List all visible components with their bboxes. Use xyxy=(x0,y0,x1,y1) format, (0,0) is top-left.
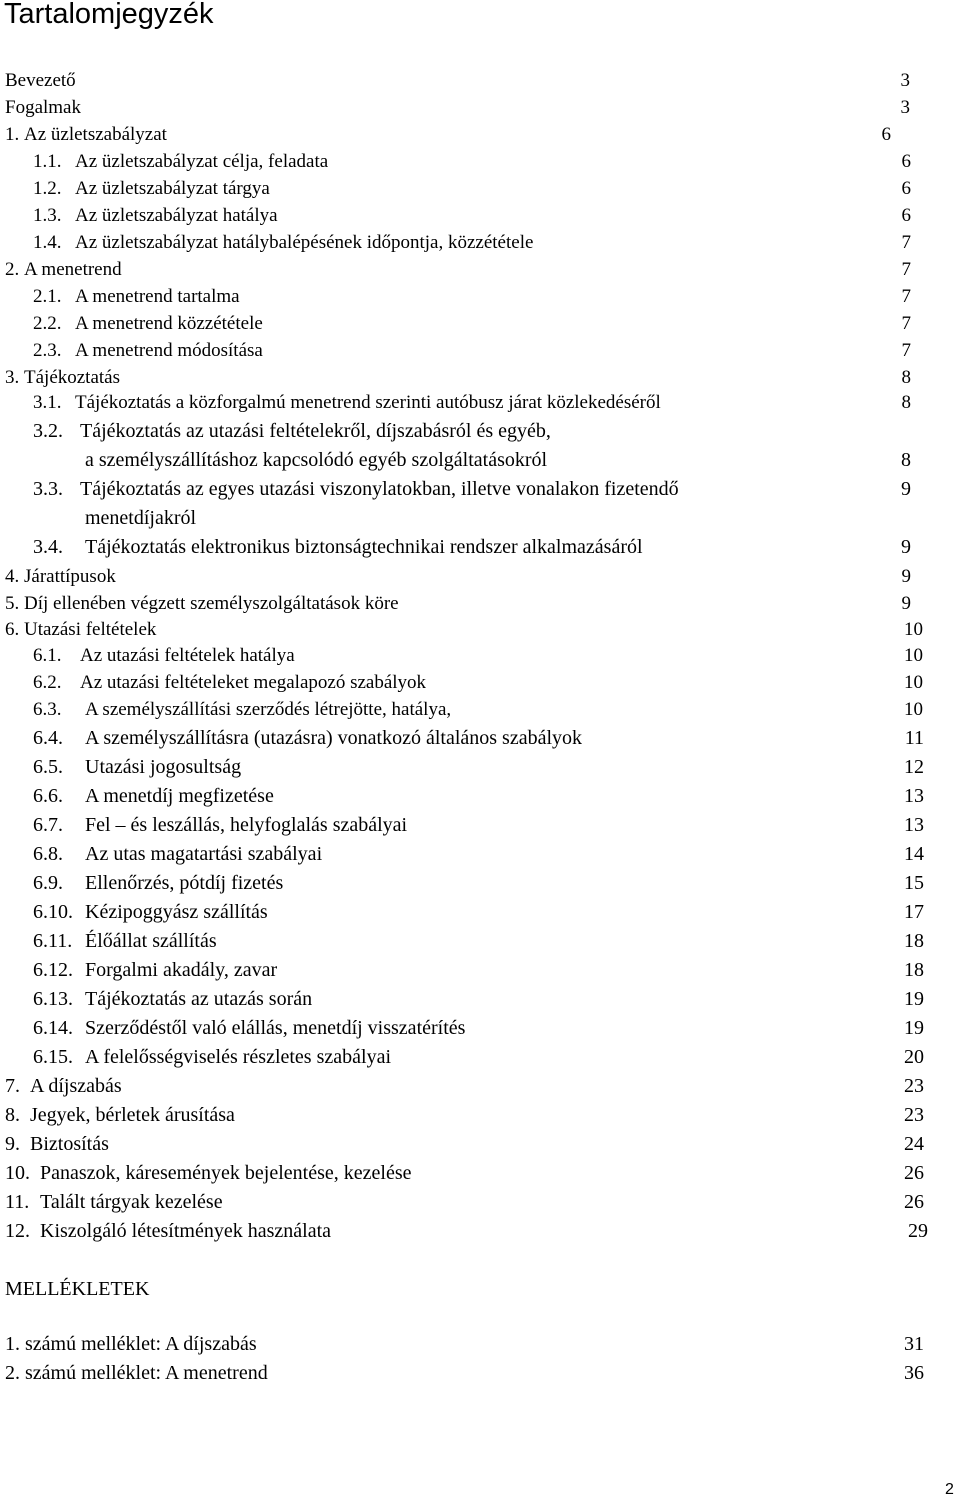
toc-entry[interactable] xyxy=(0,202,960,230)
toc-entry-title: Talált tárgyak kezelése xyxy=(40,1191,223,1213)
toc-entry-page: 26 xyxy=(904,1191,924,1213)
toc-entry-number: 1.2. xyxy=(33,178,62,199)
toc-entry-title: Kézipoggyász szállítás xyxy=(85,901,268,923)
toc-entry-title: Utazási jogosultság xyxy=(85,756,242,778)
toc-entry-page: 9 xyxy=(901,536,911,558)
toc-entry-number: 6.4. xyxy=(33,727,63,749)
toc-entry-page: 18 xyxy=(904,930,924,952)
toc-entry-page: 8 xyxy=(901,449,911,471)
toc-entry-page: 9 xyxy=(901,478,911,500)
toc-entry-number: 10. xyxy=(5,1162,30,1184)
toc-entry-title: Tájékoztatás xyxy=(24,367,121,388)
toc-entry-title: Fogalmak xyxy=(5,97,81,118)
toc-entry-number: 3.4. xyxy=(33,536,63,558)
toc-entry[interactable] xyxy=(0,283,960,311)
toc-entry-title: A menetdíj megfizetése xyxy=(85,785,274,807)
toc-entry-page: 8 xyxy=(901,392,911,413)
toc-entry-number: 1.1. xyxy=(33,151,62,172)
toc-entry-page: 6 xyxy=(881,124,891,145)
toc-entry[interactable] xyxy=(0,121,960,149)
toc-entry-title: A személyszállítási szerződés létrejötte, hatálya, xyxy=(85,699,452,720)
annex-entry-title: 2. számú melléklet: A menetrend xyxy=(5,1362,268,1384)
toc-entry-page: 20 xyxy=(904,1046,924,1068)
toc-entry[interactable] xyxy=(0,1014,960,1042)
toc-entry-page: 6 xyxy=(901,205,911,226)
toc-entry-page: 10 xyxy=(904,645,923,666)
toc-entry-title: Panaszok, káresemények bejelentése, kezelése xyxy=(40,1162,412,1184)
toc-entry-page: 23 xyxy=(904,1104,924,1126)
toc-entry-number: 3. xyxy=(5,367,20,388)
annex-entry[interactable] xyxy=(0,1330,960,1358)
toc-entry[interactable] xyxy=(0,1101,960,1129)
toc-entry-page: 14 xyxy=(904,843,924,865)
toc-entry[interactable] xyxy=(0,898,960,926)
toc-entry-title: Forgalmi akadály, zavar xyxy=(85,959,278,981)
toc-entry[interactable] xyxy=(0,175,960,203)
toc-entry-title: A felelősségviselés részletes szabályai xyxy=(85,1046,391,1068)
toc-entry-page: 9 xyxy=(901,593,911,614)
toc-entry-title: A menetrend tartalma xyxy=(75,286,240,307)
toc-entry[interactable] xyxy=(0,840,960,868)
toc-entry[interactable] xyxy=(0,67,960,95)
toc-entry[interactable] xyxy=(0,504,960,532)
toc-entry[interactable] xyxy=(0,590,960,618)
toc-entry-number: 1. xyxy=(5,124,20,145)
toc-entry-title: Bevezető xyxy=(5,70,76,91)
toc-entry-number: 6.10. xyxy=(33,901,73,923)
toc-entry-title: Díj ellenében végzett személyszolgáltatások köre xyxy=(24,593,399,614)
toc-entry-title: Járattípusok xyxy=(24,566,116,587)
toc-entry-title: A menetrend közzététele xyxy=(75,313,263,334)
toc-entry-number: 6.8. xyxy=(33,843,63,865)
toc-entry-number: 6.2. xyxy=(33,672,62,693)
toc-entry-number: 6.3. xyxy=(33,699,62,720)
toc-entry[interactable] xyxy=(0,869,960,897)
toc-entry-title: Az utazási feltételek hatálya xyxy=(80,645,295,666)
toc-entry-page: 24 xyxy=(904,1133,924,1155)
toc-entry[interactable] xyxy=(0,364,960,392)
toc-entry-number: 6.13. xyxy=(33,988,73,1010)
toc-entry[interactable] xyxy=(0,1159,960,1187)
toc-entry[interactable] xyxy=(0,1072,960,1100)
toc-entry[interactable] xyxy=(0,337,960,365)
toc-entry-title: A menetrend xyxy=(24,259,122,280)
toc-entry-number: 2.1. xyxy=(33,286,62,307)
toc-entry-title: Élőállat szállítás xyxy=(85,930,217,952)
annex-entry[interactable] xyxy=(0,1359,960,1387)
toc-entry-title: Az üzletszabályzat célja, feladata xyxy=(75,151,329,172)
toc-entry-title: Az üzletszabályzat tárgya xyxy=(75,178,270,199)
toc-entry-page: 7 xyxy=(901,286,911,307)
toc-entry[interactable] xyxy=(0,782,960,810)
toc-entry-number: 2. xyxy=(5,259,20,280)
toc-entry-number: 6.5. xyxy=(33,756,63,778)
toc-entry-number: 6.1. xyxy=(33,645,62,666)
toc-entry-number: 9. xyxy=(5,1133,20,1155)
toc-entry-number: 6.14. xyxy=(33,1017,73,1039)
toc-entry-page: 8 xyxy=(901,367,911,388)
toc-entry-title: Tájékoztatás az utazás során xyxy=(85,988,313,1010)
toc-entry[interactable] xyxy=(0,475,960,503)
annex-entry-page: 36 xyxy=(904,1362,924,1384)
toc-entry-number: 2.3. xyxy=(33,340,62,361)
toc-entry-page: 13 xyxy=(904,785,924,807)
toc-entry-page: 26 xyxy=(904,1162,924,1184)
page-number: 2 xyxy=(945,1481,954,1498)
toc-entry[interactable] xyxy=(0,229,960,257)
toc-entry-title: Ellenőrzés, pótdíj fizetés xyxy=(85,872,284,894)
toc-entry-page: 10 xyxy=(904,619,923,640)
toc-entry-number: 11. xyxy=(5,1191,30,1213)
toc-entry-number: 6.15. xyxy=(33,1046,73,1068)
toc-entry-title: menetdíjakról xyxy=(85,507,197,529)
toc-entry-page: 7 xyxy=(901,232,911,253)
toc-entry-page: 19 xyxy=(904,1017,924,1039)
toc-entry-page: 17 xyxy=(904,901,924,923)
toc-entry[interactable] xyxy=(0,148,960,176)
toc-entry[interactable] xyxy=(0,1043,960,1071)
toc-entry-title: Az utas magatartási szabályai xyxy=(85,843,323,865)
toc-entry[interactable] xyxy=(0,956,960,984)
toc-entry-page: 10 xyxy=(904,672,923,693)
toc-entry-title: Jegyek, bérletek árusítása xyxy=(30,1104,235,1126)
toc-entry-page: 12 xyxy=(904,756,924,778)
toc-entry-number: 4. xyxy=(5,566,20,587)
toc-entry-title: Az utazási feltételeket megalapozó szabályok xyxy=(80,672,427,693)
toc-entry-number: 2.2. xyxy=(33,313,62,334)
toc-entry-title: Tájékoztatás az egyes utazási viszonylatokban, illetve vonalakon fizetendő xyxy=(80,478,679,500)
toc-entry[interactable] xyxy=(0,724,960,752)
toc-entry[interactable] xyxy=(0,310,960,338)
toc-entry-title: A díjszabás xyxy=(30,1075,122,1097)
toc-entry-page: 6 xyxy=(901,178,911,199)
toc-entry-title: Biztosítás xyxy=(30,1133,109,1155)
toc-entry[interactable] xyxy=(0,811,960,839)
toc-entry[interactable] xyxy=(0,927,960,955)
toc-entry-title: A menetrend módosítása xyxy=(75,340,263,361)
toc-entry-page: 3 xyxy=(900,70,910,91)
toc-entry-number: 6.6. xyxy=(33,785,63,807)
toc-entry-page: 7 xyxy=(901,340,911,361)
toc-entry-title: A személyszállításra (utazásra) vonatkozó általános szabályok xyxy=(85,727,583,749)
toc-entry-page: 3 xyxy=(900,97,910,118)
toc-entry-page: 23 xyxy=(904,1075,924,1097)
toc-entry-page: 18 xyxy=(904,959,924,981)
toc-entry-title: a személyszállításhoz kapcsolódó egyéb szolgáltatásokról xyxy=(85,449,548,471)
toc-entry[interactable] xyxy=(0,417,960,445)
toc-entry[interactable] xyxy=(0,533,960,561)
toc-entry[interactable] xyxy=(0,1217,960,1245)
toc-entry-number: 3.1. xyxy=(33,392,62,413)
toc-entry-title: Az üzletszabályzat hatálya xyxy=(75,205,278,226)
toc-entry-number: 5. xyxy=(5,593,20,614)
toc-entry[interactable] xyxy=(0,1188,960,1216)
toc-entry-title: Az üzletszabályzat hatálybalépésének időpontja, közzététele xyxy=(75,232,534,253)
toc-entry-page: 10 xyxy=(904,699,923,720)
toc-entry-title: Tájékoztatás az utazási feltételekről, díjszabásról és egyéb, xyxy=(80,420,551,442)
toc-entry-title: Utazási feltételek xyxy=(24,619,157,640)
toc-entry[interactable] xyxy=(0,389,960,417)
toc-entry[interactable] xyxy=(0,616,960,644)
toc-entry[interactable] xyxy=(0,669,960,697)
toc-entry-page: 19 xyxy=(904,988,924,1010)
toc-entry-page: 9 xyxy=(901,566,911,587)
toc-entry[interactable] xyxy=(0,1130,960,1158)
toc-entry[interactable] xyxy=(0,642,960,670)
toc-entry-title: Az üzletszabályzat xyxy=(24,124,167,145)
toc-entry-number: 7. xyxy=(5,1075,20,1097)
toc-entry-number: 6.11. xyxy=(33,930,73,952)
toc-entry-title: Tájékoztatás elektronikus biztonságtechnikai rendszer alkalmazásáról xyxy=(85,536,643,558)
toc-entry[interactable] xyxy=(0,94,960,122)
toc-entry-number: 3.3. xyxy=(33,478,63,500)
toc-entry-number: 1.3. xyxy=(33,205,62,226)
page-title: Tartalomjegyzék xyxy=(4,0,214,30)
toc-entry-number: 8. xyxy=(5,1104,20,1126)
toc-entry[interactable] xyxy=(0,446,960,474)
toc-entry-page: 6 xyxy=(901,151,911,172)
toc-entry[interactable] xyxy=(0,753,960,781)
toc-entry[interactable] xyxy=(0,985,960,1013)
toc-entry-number: 12. xyxy=(5,1220,30,1242)
toc-entry-title: Tájékoztatás a közforgalmú menetrend szerinti autóbusz járat közlekedéséről xyxy=(75,392,661,413)
toc-entry-title: Kiszolgáló létesítmények használata xyxy=(40,1220,332,1242)
annex-entry-title: 1. számú melléklet: A díjszabás xyxy=(5,1333,257,1355)
toc-entry[interactable] xyxy=(0,256,960,284)
annex-heading: MELLÉKLETEK xyxy=(5,1278,150,1300)
toc-entry-number: 6.7. xyxy=(33,814,63,836)
toc-entry-number: 6.9. xyxy=(33,872,63,894)
toc-entry-title: Szerződéstől való elállás, menetdíj visszatérítés xyxy=(85,1017,466,1039)
toc-entry-page: 29 xyxy=(908,1220,928,1242)
toc-entry-page: 11 xyxy=(904,727,924,749)
annex-entry-page: 31 xyxy=(904,1333,924,1355)
toc-entry-page: 15 xyxy=(904,872,924,894)
toc-entry-page: 13 xyxy=(904,814,924,836)
toc-entry-page: 7 xyxy=(901,259,911,280)
toc-entry[interactable] xyxy=(0,563,960,591)
toc-entry-number: 6.12. xyxy=(33,959,73,981)
toc-entry-number: 6. xyxy=(5,619,20,640)
toc-entry-number: 3.2. xyxy=(33,420,63,442)
toc-entry[interactable] xyxy=(0,696,960,724)
toc-entry-number: 1.4. xyxy=(33,232,62,253)
toc-entry-title: Fel – és leszállás, helyfoglalás szabályai xyxy=(85,814,408,836)
toc-entry-page: 7 xyxy=(901,313,911,334)
